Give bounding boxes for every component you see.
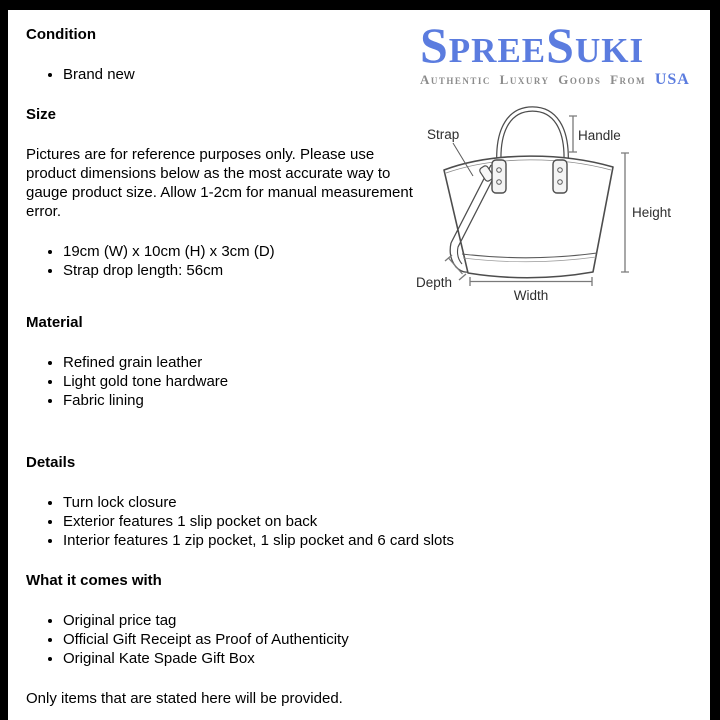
list-item: • Original price tag	[63, 611, 710, 630]
section-heading-condition: Condition	[26, 26, 96, 43]
diagram-label-width: Width	[513, 288, 549, 303]
list-item: • Turn lock closure	[63, 493, 710, 512]
list-item: • Strap drop length: 56cm	[63, 261, 710, 280]
list-item: • Exterior features 1 slip pocket on back	[63, 512, 710, 531]
diagram-label-strap: Strap	[427, 127, 460, 142]
list-item: • Light gold tone hardware	[63, 372, 710, 391]
list-item: • Original Kate Spade Gift Box	[63, 649, 710, 668]
list-item: • 19cm (W) x 10cm (H) x 3cm (D)	[63, 242, 710, 261]
list-item: • Refined grain leather	[63, 353, 710, 372]
size-disclaimer: Pictures are for reference purposes only. Please use product dimensions below as the most accurate way to gauge product size. Allow 1-2cm for manual measurement error.	[26, 146, 413, 220]
details-list	[18, 493, 710, 550]
diagram-label-height: Height	[632, 205, 672, 220]
brand-tagline	[420, 71, 710, 89]
diagram-label-depth: Depth	[416, 275, 453, 290]
list-item: • Fabric lining	[63, 391, 710, 410]
bag-body-icon	[444, 156, 613, 278]
brand-name: SpreeSuki	[420, 17, 645, 73]
comes-with-list	[18, 611, 710, 668]
list-item: • Interior features 1 zip pocket, 1 slip pocket and 6 card slots	[63, 531, 710, 550]
diagram-label-handle: Handle	[578, 128, 621, 143]
tagline-text: Authentic Luxury Goods From	[420, 72, 647, 87]
list-item: • Brand new	[63, 65, 710, 84]
section-heading-material: Material	[26, 314, 83, 331]
bag-dimension-diagram	[415, 103, 705, 308]
list-item: • Official Gift Receipt as Proof of Authenticity	[63, 630, 710, 649]
height-measure-line	[621, 153, 629, 272]
right-column	[415, 17, 710, 308]
brand-logo	[415, 17, 710, 95]
section-heading-details: Details	[26, 454, 76, 471]
provided-items-note: Only items that are stated here will be provided.	[26, 690, 343, 707]
material-list	[18, 353, 710, 410]
section-heading-size: Size	[26, 106, 57, 123]
handle-measure-line	[569, 116, 577, 152]
section-heading-what-it-comes-with: What it comes with	[26, 572, 162, 589]
tagline-usa: USA	[654, 71, 690, 88]
